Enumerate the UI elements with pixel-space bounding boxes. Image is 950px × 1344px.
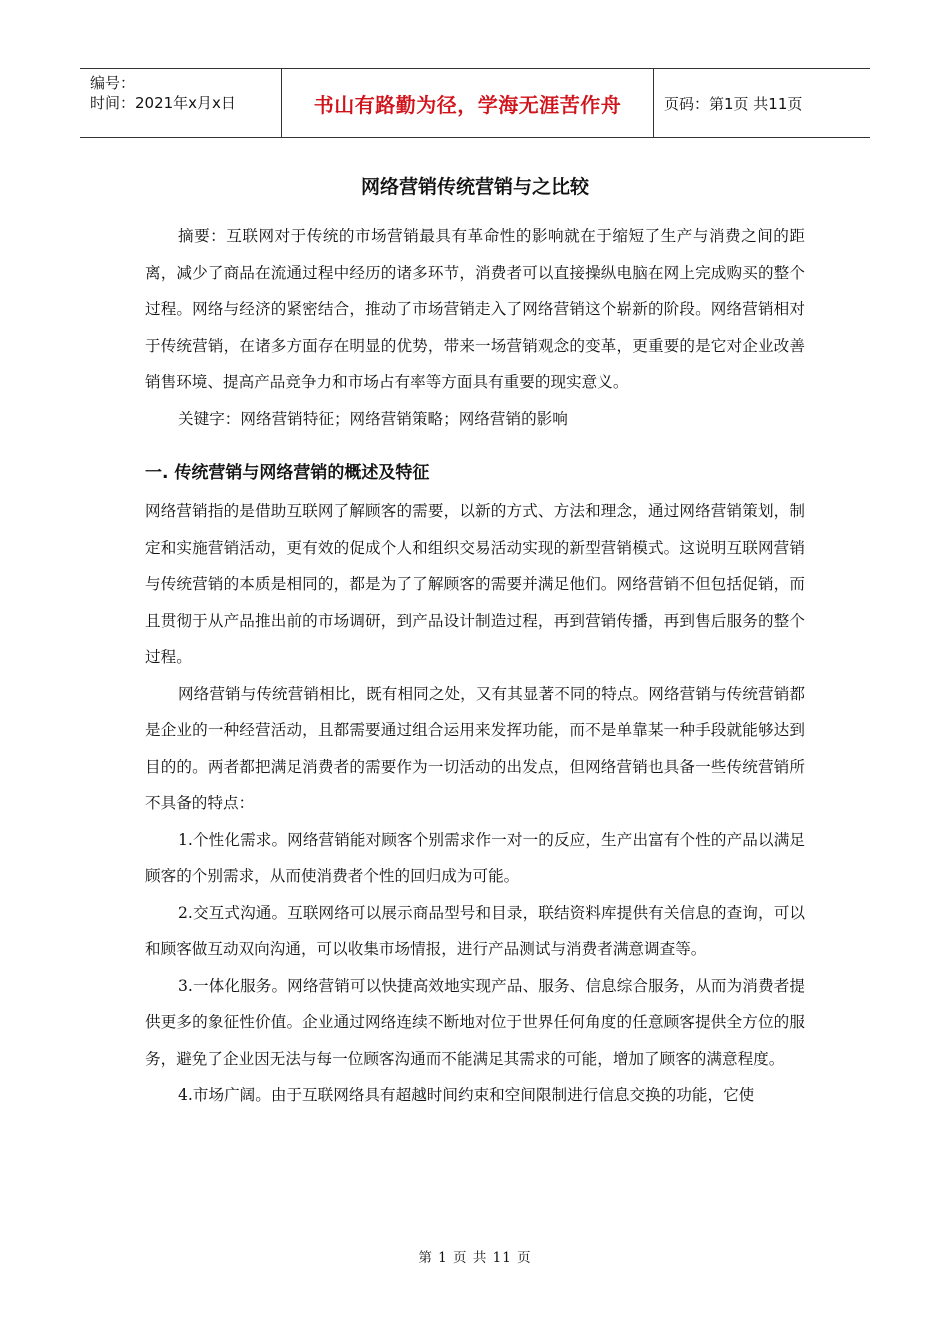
time-label: 时间：2021年x月x日 [90, 94, 236, 112]
list-item: 2.交互式沟通。互联网络可以展示商品型号和目录，联结资料库提供有关信息的查询，可以和顾客做互动双向沟通，可以收集市场情报，进行产品测试与消费者满意调查等。 [145, 903, 805, 958]
document-body [145, 218, 805, 1114]
list-item: 3.一体化服务。网络营销可以快捷高效地实现产品、服务、信息综合服务，从而为消费者提供更多的象征性价值。企业通过网络连续不断地对位于世界任何角度的任意顾客提供全方位的服务，避免了企业因无法与每一位顾客沟通而不能满足其需求的可能，增加了顾客的满意程度。 [145, 976, 805, 1068]
header-meta [80, 69, 281, 137]
page-header [80, 68, 870, 138]
body-paragraph: 网络营销指的是借助互联网了解顾客的需要，以新的方式、方法和理念，通过网络营销策划，制定和实施营销活动，更有效的促成个人和组织交易活动实现的新型营销模式。这说明互联网营销与传统营销的本质是相同的，都是为了了解顾客的需要并满足他们。网络营销不但包括促销，而且贯彻于从产品推出前的市场调研，到产品设计制造过程，再到营销传播，再到售后服务的整个过程。 [145, 502, 805, 666]
keywords-paragraph: 关键字：网络营销特征；网络营销策略；网络营销的影响 [178, 409, 568, 428]
body-paragraph: 网络营销与传统营销相比，既有相同之处，又有其显著不同的特点。网络营销与传统营销都是企业的一种经营活动，且都需要通过组合运用来发挥功能，而不是单靠某一种手段就能够达到目的的。两者都把满足消费者的需要作为一切活动的出发点，但网络营销也具备一些传统营销所不具备的特点： [145, 684, 805, 812]
section-heading: 一. 传统营销与网络营销的概述及特征 [145, 463, 430, 483]
page-footer: 第 1 页 共 11 页 [418, 1250, 532, 1266]
header-page-info: 页码：第1页 共11页 [664, 94, 803, 113]
header-motto-cell [281, 69, 654, 137]
section-gap [145, 437, 805, 453]
list-item: 1.个性化需求。网络营销能对顾客个别需求作一对一的反应，生产出富有个性的产品以满足顾客的个别需求，从而使消费者个性的回归成为可能。 [145, 830, 805, 885]
abstract-paragraph: 摘要：互联网对于传统的市场营销最具有革命性的影响就在于缩短了生产与消费之间的距离，减少了商品在流通过程中经历的诸多环节，消费者可以直接操纵电脑在网上完成购买的整个过程。网络与经济的紧密结合，推动了市场营销走入了网络营销这个崭新的阶段。网络营销相对于传统营销，在诸多方面存在明显的优势，带来一场营销观念的变革，更重要的是它对企业改善销售环境、提高产品竞争力和市场占有率等方面具有重要的现实意义。 [145, 227, 805, 391]
document-title: 网络营销传统营销与之比较 [360, 176, 589, 198]
list-item: 4.市场广阔。由于互联网络具有超越时间约束和空间限制进行信息交换的功能，它使 [178, 1086, 755, 1104]
number-label: 编号： [90, 74, 136, 92]
header-motto: 书山有路勤为径，学海无涯苦作舟 [313, 92, 622, 117]
